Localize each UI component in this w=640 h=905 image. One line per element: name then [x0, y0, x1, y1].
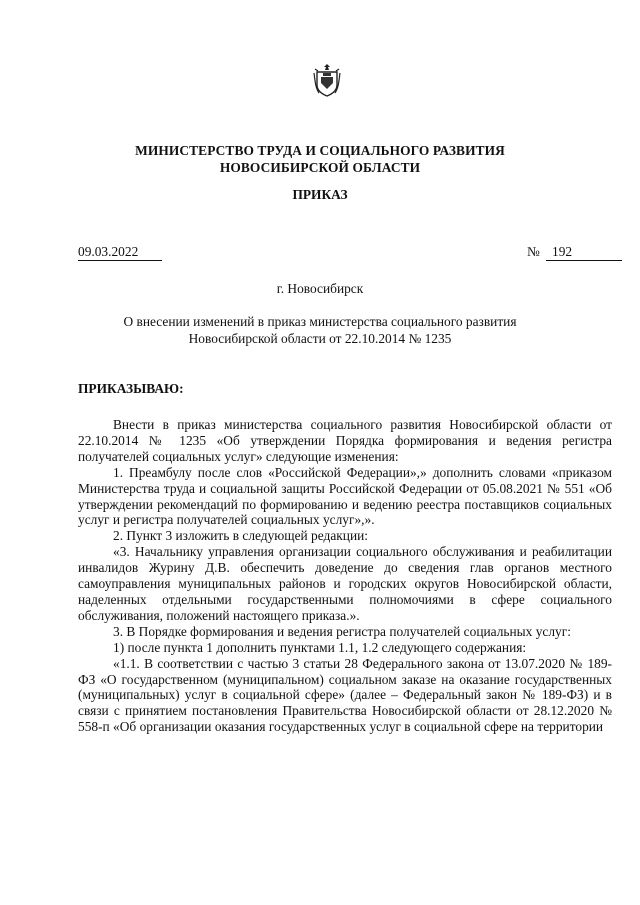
ministry-title-line1: МИНИСТЕРСТВО ТРУДА И СОЦИАЛЬНОГО РАЗВИТИЯ: [135, 143, 505, 158]
order-directive: ПРИКАЗЫВАЮ:: [78, 381, 184, 396]
order-number: 192: [546, 244, 622, 261]
city: г. Новосибирск: [276, 281, 364, 296]
subject-line2: Новосибирской области от 22.10.2014 № 1235: [188, 331, 452, 346]
paragraph: 1) после пункта 1 дополнить пунктами 1.1, 1.2 следующего содержания:: [113, 639, 527, 655]
paragraph: 1. Преамбулу после слов «Российской Федерации»,» дополнить словами «приказом Министерства труда и социальной защиты Российской Федерации от 05.08.2021 № 551 «Об утверждении рекомендаций по формированию и ведению реестра поставщиков социальных услуг и регистра получателей социальных услуг»,».: [78, 464, 612, 528]
paragraph: «1.1. В соответствии с частью 3 статьи 28 Федерального закона от 13.07.2020 № 189-ФЗ «О государственном (муниципальном) социальном заказе на оказание государственных (муниципальных) услуг в социальной сфере» (далее – Федеральный закон № 189-ФЗ) и в связи с принятием постановления Правительства Новосибирской области от 28.12.2020 № 558-п «Об организации оказания государственных услуг в социальной сфере на территории: [78, 655, 612, 735]
order-subject: [100, 313, 540, 347]
paragraph: 3. В Порядке формирования и ведения регистра получателей социальных услуг:: [113, 623, 571, 639]
subject-line1: О внесении изменений в приказ министерства социального развития: [123, 314, 517, 329]
coat-of-arms-icon: [313, 63, 341, 97]
paragraph: Внести в приказ министерства социального развития Новосибирской области от 22.10.2014 № 1235 «Об утверждении Порядка формирования и ведения регистра получателей социальных услуг» следующие изменения:: [78, 417, 612, 464]
paragraph: «3. Начальнику управления организации социального обслуживания и реабилитации инвалидов Журину Д.В. обеспечить доведение до сведения глав органов местного самоуправления муниципальных районов и городских округов Новосибирской области, наделенных отдельными государственными полномочиями в сфере социального обслуживания, положений настоящего приказа.».: [78, 544, 612, 623]
order-date: 09.03.2022: [78, 244, 162, 261]
order-number-label: №: [527, 244, 540, 259]
paragraph: 2. Пункт 3 изложить в следующей редакции:: [113, 528, 369, 544]
document-type: ПРИКАЗ: [292, 187, 348, 202]
order-body: [78, 417, 612, 735]
ministry-title-line2: НОВОСИБИРСКОЙ ОБЛАСТИ: [219, 160, 421, 175]
